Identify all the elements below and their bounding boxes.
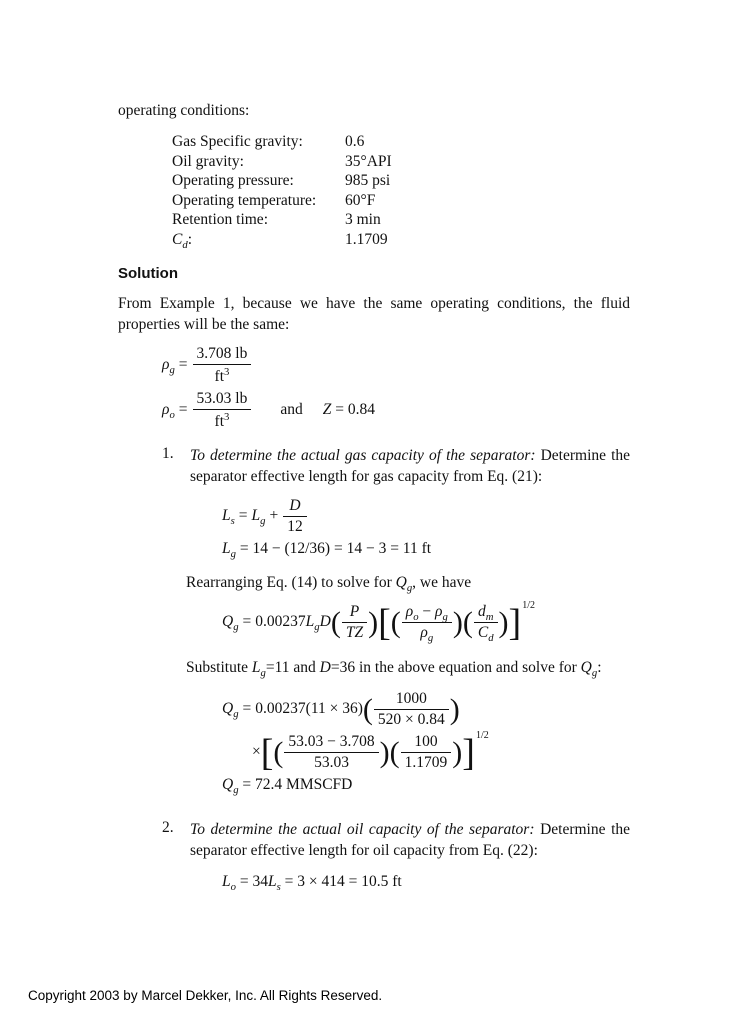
numerator: 53.03 lb xyxy=(193,390,252,410)
list-item-text xyxy=(190,445,630,487)
right-paren: ) xyxy=(452,605,463,639)
list-item-2 xyxy=(162,819,630,861)
left-paren: ( xyxy=(330,605,341,639)
d-symbol: d xyxy=(477,603,486,621)
subscript-m: m xyxy=(485,611,494,624)
fraction-1000 xyxy=(373,690,450,729)
denominator: 1.1709 xyxy=(404,754,448,772)
numerator-P: P xyxy=(342,603,367,623)
denominator-TZ: TZ xyxy=(345,624,364,642)
right-bracket: ] xyxy=(462,731,475,774)
subscript-g: g xyxy=(233,708,239,721)
right-paren: ) xyxy=(498,605,509,639)
condition-label-cd xyxy=(172,230,345,250)
paragraph-fluid-properties: From Example 1, because we have the same operating conditions, the fluid properties will be the same: xyxy=(118,295,630,333)
condition-value: 985 psi xyxy=(345,172,391,189)
item-rest: Determine the separator effective length for oil capacity from Eq. (22): xyxy=(190,821,631,860)
D-symbol: D xyxy=(319,659,331,677)
subscript-g: g xyxy=(406,582,413,595)
condition-label: Retention time: xyxy=(172,211,268,228)
equation-lo xyxy=(222,873,630,894)
subscript-o: o xyxy=(230,881,236,894)
and-text: and xyxy=(280,401,303,419)
rearrange-post: , we have xyxy=(412,574,472,592)
italic-lead: To determine the actual gas capacity of the separator: xyxy=(190,447,536,465)
left-bracket: [ xyxy=(378,601,391,644)
equation-qg-line1 xyxy=(222,688,630,731)
condition-value: 60°F xyxy=(345,191,376,209)
cd-colon: : xyxy=(187,230,192,248)
condition-label: Gas Specific gravity: xyxy=(172,133,303,150)
left-paren: ( xyxy=(462,605,473,639)
L-symbol: L xyxy=(251,507,261,525)
subscript-g: g xyxy=(169,364,175,377)
subscript-g: g xyxy=(260,667,266,680)
fraction xyxy=(192,390,253,431)
z-value: = 0.84 xyxy=(335,401,375,419)
subscript-s: s xyxy=(276,881,281,894)
equation-qg-formula xyxy=(222,600,630,645)
cd-symbol: C xyxy=(172,230,183,248)
L-symbol: L xyxy=(222,873,231,891)
table-row xyxy=(172,191,630,211)
z-symbol: Z xyxy=(322,401,332,419)
right-bracket: ] xyxy=(508,601,522,644)
subscript-o: o xyxy=(169,409,175,422)
substitute-mid2: =36 in the above equation and solve for xyxy=(330,659,577,677)
equation-qg-result xyxy=(222,774,630,796)
numerator-D: D xyxy=(283,497,307,517)
table-row-cd xyxy=(172,230,630,250)
L-symbol: L xyxy=(222,507,231,525)
item-rest: Determine the separator effective length for gas capacity from Eq. (21): xyxy=(190,447,630,486)
list-item-1 xyxy=(162,445,630,487)
coefficient: 0.00237 xyxy=(255,613,306,631)
substitute-mid1: =11 and xyxy=(265,659,316,677)
condition-label: Operating pressure: xyxy=(172,172,294,189)
condition-value: 1.1709 xyxy=(345,230,388,248)
numerator: 100 xyxy=(401,733,452,753)
equals-sign: = xyxy=(242,613,252,631)
subscript-g: g xyxy=(591,667,598,680)
condition-value: 3 min xyxy=(345,211,381,228)
denominator xyxy=(193,365,252,386)
equation-ls-block xyxy=(222,495,630,560)
left-paren: ( xyxy=(362,692,373,726)
equation-qg-line2 xyxy=(252,731,630,774)
fraction-100 xyxy=(400,733,453,772)
conditions-table xyxy=(172,132,630,249)
condition-value: 35°API xyxy=(345,152,392,170)
equation-qg-numeric xyxy=(222,688,630,796)
condition-label: Oil gravity: xyxy=(172,152,244,170)
plus-sign: + xyxy=(269,507,279,525)
solution-heading: Solution xyxy=(118,265,178,282)
list-marker: 1. xyxy=(162,445,174,463)
condition-value: 0.6 xyxy=(345,133,365,150)
equals-sign: = xyxy=(238,507,248,525)
table-row xyxy=(172,210,630,230)
subscript-g: g xyxy=(427,632,434,645)
numerator xyxy=(402,603,452,623)
fraction-density xyxy=(401,603,453,645)
minus-sign: − xyxy=(422,603,432,621)
copyright-footer: Copyright 2003 by Marcel Dekker, Inc. All Rights Reserved. xyxy=(28,988,383,1003)
subscript-g: g xyxy=(442,611,448,624)
numerator: 1000 xyxy=(374,690,449,710)
cd-subscript: d xyxy=(182,238,188,251)
numerator xyxy=(474,603,498,623)
list-marker: 2. xyxy=(162,819,174,837)
ft-unit: ft xyxy=(214,368,225,386)
Q-symbol: Q xyxy=(395,574,407,592)
ft-unit: ft xyxy=(214,413,225,431)
denominator xyxy=(193,410,252,431)
table-row xyxy=(172,152,630,172)
left-bracket: [ xyxy=(260,731,274,774)
subscript-g: g xyxy=(314,621,320,634)
equals-sign: = xyxy=(178,401,188,419)
C-symbol: C xyxy=(477,624,489,642)
equation-rho-block xyxy=(162,343,630,433)
fraction-5303 xyxy=(283,733,379,772)
equation-rho-o xyxy=(162,388,630,433)
denominator: 53.03 xyxy=(314,754,349,772)
right-paren: ) xyxy=(379,735,390,769)
right-paren: ) xyxy=(452,735,463,769)
numerator: 3.708 lb xyxy=(193,345,252,365)
rho-symbol: ρ xyxy=(435,603,443,621)
fraction-P-TZ xyxy=(341,603,368,642)
L-symbol: L xyxy=(267,873,277,891)
L-symbol: L xyxy=(305,613,315,631)
rearrange-pre: Rearranging Eq. (14) to solve for xyxy=(186,574,392,592)
left-paren: ( xyxy=(389,735,400,769)
rho-symbol: ρ xyxy=(420,624,428,642)
fraction xyxy=(192,345,253,386)
exponent-3: 3 xyxy=(224,411,230,424)
subscript-g: g xyxy=(260,515,266,528)
equation-rest: = 3 × 414 = 10.5 ft xyxy=(284,873,402,891)
exponent-half: 1/2 xyxy=(475,730,489,742)
equation-rest: = 14 − (12/36) = 14 − 3 = 11 ft xyxy=(239,540,432,558)
subscript-g: g xyxy=(233,621,239,634)
Q-symbol: Q xyxy=(580,659,592,677)
subscript-s: s xyxy=(230,515,235,528)
paragraph-rearranging xyxy=(186,572,630,593)
L-symbol: L xyxy=(222,540,231,558)
substitute-pre: Substitute xyxy=(186,659,249,677)
right-paren: ) xyxy=(368,605,379,639)
equation-rho-g xyxy=(162,343,630,388)
equation-ls xyxy=(222,495,630,538)
right-paren: ) xyxy=(449,692,460,726)
operating-conditions-heading: operating conditions: xyxy=(118,102,250,119)
rho-symbol: ρ xyxy=(162,401,170,419)
subscript-d: d xyxy=(488,632,494,645)
list-item-text xyxy=(190,819,630,861)
result-value: = 72.4 MMSCFD xyxy=(242,776,353,794)
coefficient: 0.00237(11 × 36) xyxy=(255,700,363,718)
D-symbol: D xyxy=(319,613,331,631)
equation-lg xyxy=(222,538,630,560)
denominator xyxy=(402,623,452,645)
equals-sign: = xyxy=(242,700,252,718)
L-symbol: L xyxy=(251,659,261,677)
Q-symbol: Q xyxy=(222,776,234,794)
condition-label: Operating temperature: xyxy=(172,191,317,209)
rho-symbol: ρ xyxy=(162,356,170,374)
Q-symbol: Q xyxy=(222,700,234,718)
substitute-post: : xyxy=(597,659,602,677)
left-paren: ( xyxy=(390,605,401,639)
equation-mid: = 34 xyxy=(239,873,268,891)
equals-sign: = xyxy=(178,356,188,374)
exponent-3: 3 xyxy=(224,366,230,378)
times-sign: × xyxy=(252,743,261,761)
denominator-12: 12 xyxy=(287,518,303,536)
italic-lead: To determine the actual oil capacity of the separator: xyxy=(190,821,535,839)
fraction xyxy=(282,497,308,536)
table-row xyxy=(172,171,630,191)
denominator: 520 × 0.84 xyxy=(377,711,445,729)
denominator xyxy=(474,623,498,645)
table-row xyxy=(172,132,630,152)
paragraph-substitute xyxy=(186,657,630,678)
left-paren: ( xyxy=(273,735,284,769)
exponent-half: 1/2 xyxy=(522,600,535,612)
rho-symbol: ρ xyxy=(405,603,414,621)
numerator: 53.03 − 3.708 xyxy=(284,733,378,753)
subscript-g: g xyxy=(230,548,236,561)
fraction-dm-Cd xyxy=(473,603,499,645)
subscript-g: g xyxy=(233,784,239,797)
subscript-o: o xyxy=(413,611,419,624)
Q-symbol: Q xyxy=(222,613,234,631)
